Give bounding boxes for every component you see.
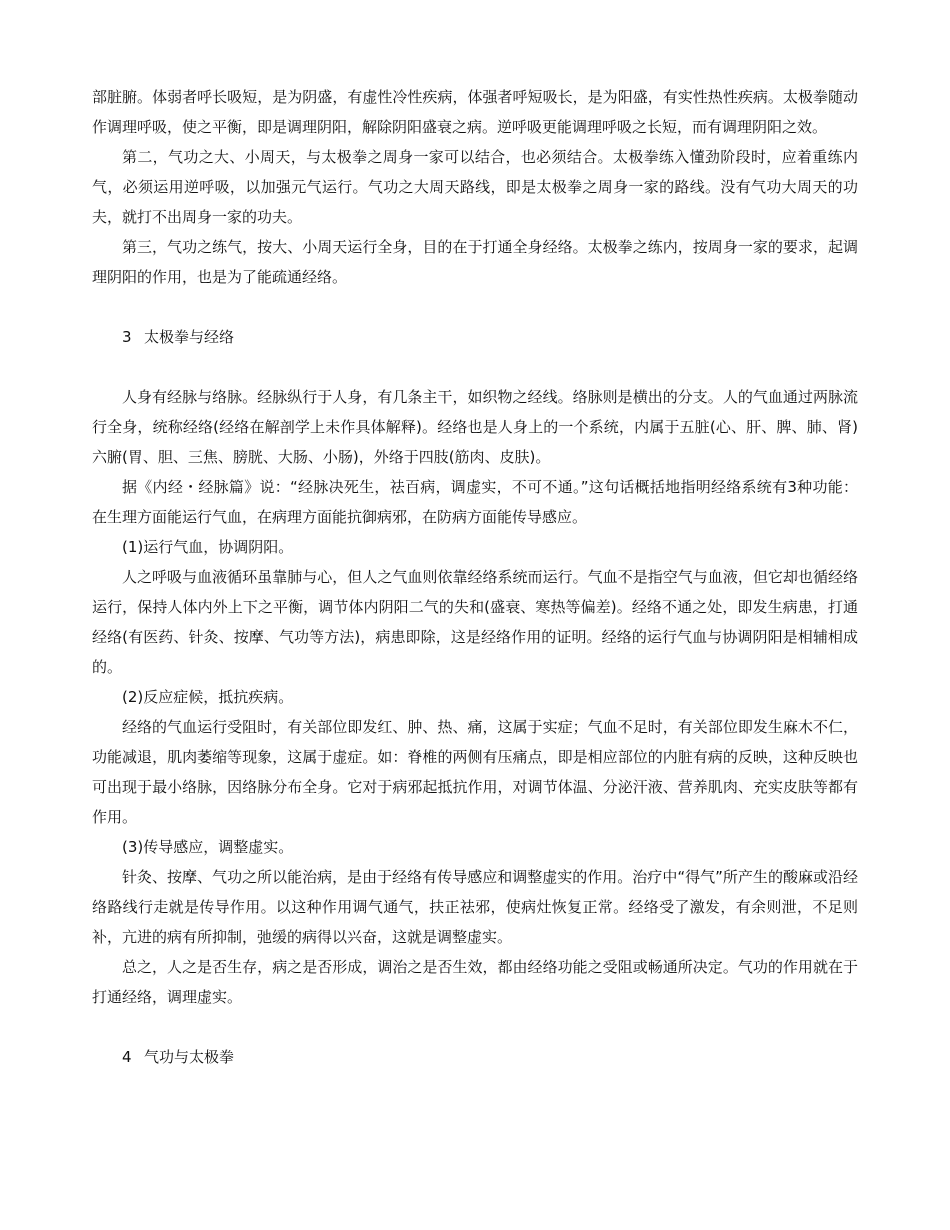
section-heading-4: [92, 1042, 858, 1072]
paragraph-function-1: 人之呼吸与血液循环虽靠肺与心，但人之气血则依靠经络系统而运行。气血不是指空气与血液，但它却也循经络运行，保持人体内外上下之平衡，调节体内阴阳二气的失和(盛衰、寒热等偏差)。经络不通之处，即发生病患，打通经络(有医药、针灸、按摩、气功等方法)，病患即除，这是经络作用的证明。经络的运行气血与协调阴阳是相辅相成的。: [92, 568, 858, 676]
paragraph-function-2: 经络的气血运行受阻时，有关部位即发红、肿、热、痛，这属于实症；气血不足时，有关部位即发生麻木不仁，功能减退，肌肉萎缩等现象，这属于虚症。如：脊椎的两侧有压痛点，即是相应部位的内脏有病的反映，这种反映也可出现于最小络脉，因络脉分布全身。它对于病邪起抵抗作用，对调节体温、分泌汗液、营养肌肉、充实皮肤等都有作用。: [92, 718, 858, 826]
section-number: 3: [122, 328, 132, 346]
spacer: [92, 1012, 858, 1042]
paragraph-summary: 总之，人之是否生存，病之是否形成，调治之是否生效，都由经络功能之受阻或畅通所决定。气功的作用就在于打通经络，调理虚实。: [92, 958, 858, 1006]
paragraph-continuation: 部脏腑。体弱者呼长吸短，是为阴盛，有虚性冷性疾病，体强者呼短吸长，是为阳盛，有实性热性疾病。太极拳随动作调理呼吸，使之平衡，即是调理阴阳，解除阴阳盛衰之病。逆呼吸更能调理呼吸之长短，而有调理阴阳之效。: [92, 88, 858, 136]
section-heading-3: [92, 322, 858, 352]
paragraph-neijing-quote: 据《内经・经脉篇》说：“经脉决死生，祛百病，调虚实，不可不通。”这句话概括地指明经络系统有3种功能：在生理方面能运行气血，在病理方面能抗御病邪，在防病方面能传导感应。: [92, 478, 858, 526]
paragraph-function-3: 针灸、按摩、气功之所以能治病，是由于经络有传导感应和调整虚实的作用。治疗中“得气”所产生的酸麻或沿经络路线行走就是传导作用。以这种作用调气通气，扶正祛邪，使病灶恢复正常。经络受了激发，有余则泄，不足则补，亢进的病有所抑制，弛缓的病得以兴奋，这就是调整虚实。: [92, 868, 858, 946]
spacer: [92, 352, 858, 382]
paragraph-meridians-intro: 人身有经脉与络脉。经脉纵行于人身，有几条主干，如织物之经线。络脉则是横出的分支。人的气血通过两脉流行全身，统称经络(经络在解剖学上未作具体解释)。经络也是人身上的一个系统，内属于五脏(心、肝、脾、肺、肾)六腑(胃、胆、三焦、膀胱、大肠、小肠)，外络于四肢(筋肉、皮肤)。: [92, 388, 858, 466]
paragraph-third-point: 第三，气功之练气，按大、小周天运行全身，目的在于打通全身经络。太极拳之练内，按周身一家的要求，起调理阴阳的作用，也是为了能疏通经络。: [92, 238, 858, 286]
section-title: 太极拳与经络: [144, 328, 235, 346]
spacer: [92, 292, 858, 322]
paragraph-second-point: 第二，气功之大、小周天，与太极拳之周身一家可以结合，也必须结合。太极拳练入懂劲阶段时，应着重练内气，必须运用逆呼吸，以加强元气运行。气功之大周天路线，即是太极拳之周身一家的路线。没有气功大周天的功夫，就打不出周身一家的功夫。: [92, 148, 858, 226]
subheading-function-2: (2)反应症候，抵抗疾病。: [122, 688, 294, 706]
subheading-function-1: (1)运行气血，协调阴阳。: [122, 538, 294, 556]
subheading-function-3: (3)传导感应，调整虚实。: [122, 838, 294, 856]
section-title: 气功与太极拳: [144, 1048, 235, 1066]
section-number: 4: [122, 1048, 132, 1066]
